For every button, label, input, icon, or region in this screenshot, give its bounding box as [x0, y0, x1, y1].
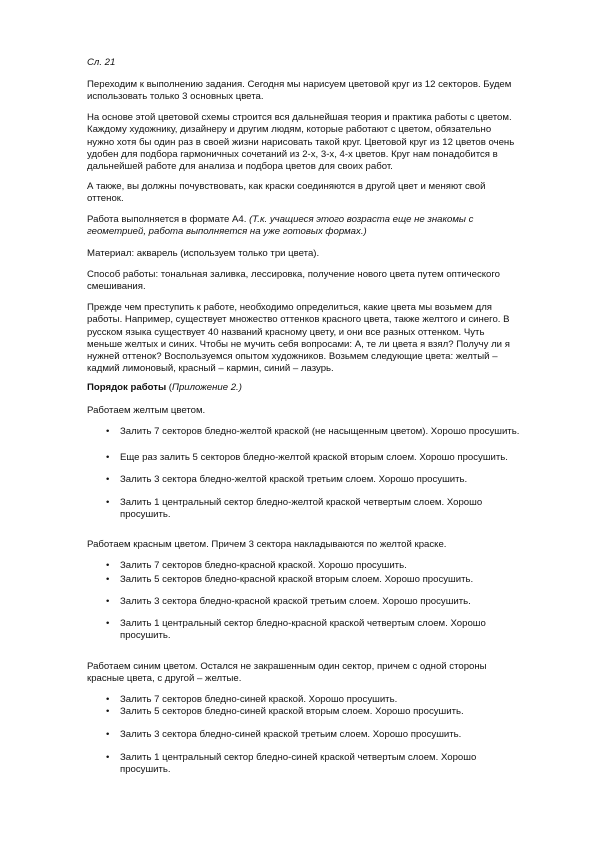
bullet-icon: •	[106, 729, 110, 740]
list-item-text: Залить 5 секторов бледно-красной краской вторым слоем. Хорошо просушить.	[120, 574, 474, 585]
format-text: Работа выполняется в формате А4.	[87, 214, 250, 225]
colors-paragraph: Прежде чем преступить к работе, необходимо определиться, какие цвета мы возьмем для работы. Например, существует множество оттенков красного цвета, также желтого и синего. В русском языка существует 40 названий красному цвету, и они все разных оттенком. Чуть меньше желтых и синих. Чтобы не мучить себя вопросами: А, те ли цвета я взял? Получу ли я нужней оттенок? Воспользуемся опытом художников. Возьмем следующие цвета: желтый – кадмий лимоновый, красный – кармин, синий – лазурь.	[87, 302, 510, 375]
list-item-text: Залить 5 секторов бледно-синей краской вторым слоем. Хорошо просушить.	[120, 706, 464, 717]
bullet-icon: •	[106, 618, 110, 629]
list-item-text: Залить 7 секторов бледно-синей краской. Хорошо просушить.	[120, 694, 398, 705]
method-paragraph: Способ работы: тональная заливка, лессировка, получение нового цвета путем оптического смешивания.	[87, 269, 501, 293]
list-item-text: Залить 1 центральный сектор бледно-синей краской четвертым слоем. Хорошо просушить.	[120, 752, 477, 776]
bullet-icon: •	[106, 596, 110, 607]
theory-paragraph: На основе этой цветовой схемы строится вся дальнейшая теория и практика работы с цветом. Каждому художнику, дизайнеру и другим людям, которые работают с цветом, обязательно нужно хотя бы один раз в своей жизни нарисовать такой круг. Цветовой круг из 12 цветов очень удобен для подбора гармоничных сочетаний из 2-х, 3-х, 4-х цветов. Круг нам понадобится в дальнейшей работе для анализа и подбора цветов для своих работ.	[87, 112, 515, 173]
format-paragraph	[87, 214, 519, 239]
bullet-icon: •	[106, 560, 110, 571]
bullet-icon: •	[106, 706, 110, 717]
list-item-text: Залить 7 секторов бледно-желтой краской (не насыщенным цветом). Хорошо просушить.	[120, 426, 520, 437]
blue-intro: Работаем синим цветом. Остался не закрашенным один сектор, причем с одной стороны красные цвета, с другой – желтые.	[87, 661, 487, 685]
bullet-icon: •	[106, 574, 110, 585]
feel-paragraph: А также, вы должны почувствовать, как краски соединяются в другой цвет и меняют свой оттенок.	[87, 181, 486, 205]
list-item-text: Залить 1 центральный сектор бледно-желтой краской четвертым слоем. Хорошо просушить.	[120, 497, 483, 521]
bullet-icon: •	[106, 426, 110, 437]
material-paragraph: Материал: акварель (используем только три цвета).	[87, 248, 320, 259]
list-item-text: Залить 7 секторов бледно-красной краской. Хорошо просушить.	[120, 560, 407, 571]
order-heading-paren: (	[166, 382, 173, 393]
intro-paragraph: Переходим к выполнению задания. Сегодня мы нарисуем цветовой круг из 12 секторов. Будем использовать только 3 основных цвета.	[87, 79, 512, 103]
list-item-text: Еще раз залить 5 секторов бледно-желтой краской вторым слоем. Хорошо просушить.	[120, 452, 508, 463]
list-item-text: Залить 1 центральный сектор бледно-красной краской четвертым слоем. Хорошо просушить.	[120, 618, 486, 642]
list-item-text: Залить 3 сектора бледно-желтой краской третьим слоем. Хорошо просушить.	[120, 474, 468, 485]
yellow-intro: Работаем желтым цветом.	[87, 405, 206, 416]
bullet-icon: •	[106, 452, 110, 463]
order-heading-bold: Порядок работы	[87, 382, 167, 393]
order-heading	[87, 382, 519, 394]
order-heading-appendix: Приложение 2.)	[172, 382, 242, 393]
bullet-icon: •	[106, 474, 110, 485]
format-note: (Т.к. учащиеся этого возраста еще не знакомы с геометрией, работа выполняется на уже готовых формах.)	[87, 214, 474, 238]
list-item-text: Залить 3 сектора бледно-красной краской третьим слоем. Хорошо просушить.	[120, 596, 471, 607]
bullet-icon: •	[106, 497, 110, 508]
red-intro: Работаем красным цветом. Причем 3 сектора накладываются по желтой краске.	[87, 539, 447, 550]
bullet-icon: •	[106, 694, 110, 705]
bullet-icon: •	[106, 752, 110, 763]
slide-label: Сл. 21	[87, 57, 116, 68]
list-item-text: Залить 3 сектора бледно-синей краской третьим слоем. Хорошо просушить.	[120, 729, 462, 740]
